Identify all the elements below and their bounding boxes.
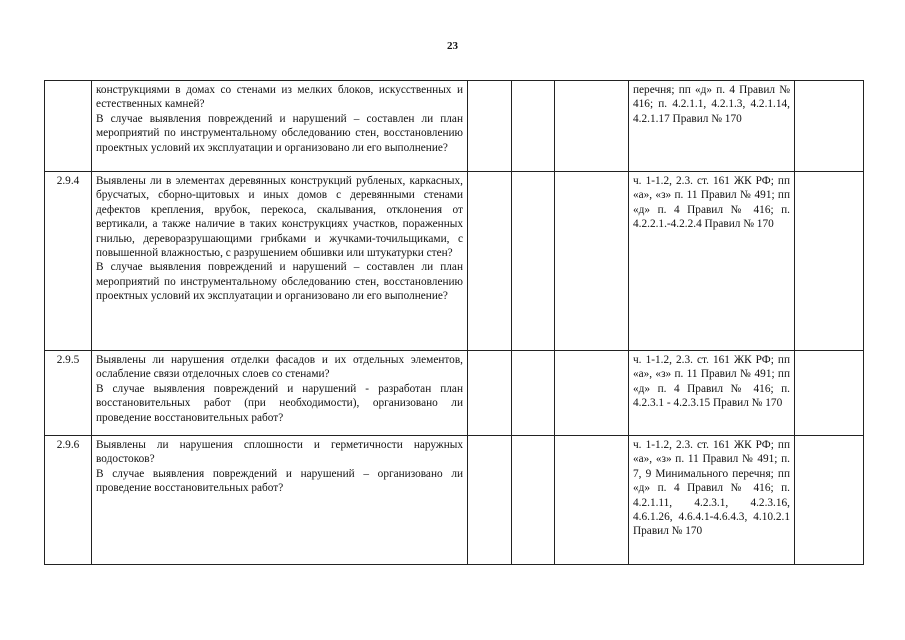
row-number: 2.9.5: [45, 351, 92, 436]
question-text: Выявлены ли в элементах деревянных конструкций рубленых, каркасных, брусчатых, сборно-щитовых и иных домов с деревянными стенами дефектов крепления, врубок, перекоса, скалывания, отклонения от вертикали, а также наличие в таких конструкциях участков, пораженных гнилью, дереворазрушающими грибками и жучками-точильщиками, с повышенной влажностью, с разрушением обшивки или штукатурки стен?: [96, 175, 463, 260]
answer-yes-cell: [468, 436, 512, 565]
table-row: [45, 172, 864, 351]
question-text: конструкциями в домах со стенами из мелких блоков, искусственных и естественных камней?: [96, 84, 463, 111]
question-text: В случае выявления повреждений и нарушений – составлен ли план мероприятий по инструментальному обследованию стен, восстановлению проектных условий их эксплуатации и организовано ли его выполнение?: [96, 112, 463, 154]
answer-no-cell: [512, 172, 555, 351]
reference-text: ч. 1-1.2, 2.3. ст. 161 ЖК РФ; пп «а», «з» п. 11 Правил № 491; п. 7, 9 Минимального перечня; пп «д» п. 4 Правил № 416; п. 4.2.1.11, 4.2.3.1, 4.2.3.16, 4.6.1.26, 4.6.4.1-4.6.4.3, 4.10.2.1 Правил № 170: [633, 439, 790, 538]
answer-no-cell: [512, 436, 555, 565]
table-row: [45, 436, 864, 565]
question-text: Выявлены ли нарушения сплошности и герметичности наружных водостоков?: [96, 439, 463, 466]
question-cell: [92, 351, 468, 436]
row-number: 2.9.6: [45, 436, 92, 565]
answer-yes-cell: [468, 172, 512, 351]
checklist-table: [44, 80, 864, 565]
question-text: Выявлены ли нарушения отделки фасадов и их отдельных элементов, ослабление связи отделочных слоев со стенами?: [96, 354, 463, 381]
table-row: [45, 351, 864, 436]
row-number: [45, 81, 92, 172]
reference-text: перечня; пп «д» п. 4 Правил № 416; п. 4.2.1.1, 4.2.1.3, 4.2.1.14, 4.2.1.17 Правил № 170: [633, 84, 790, 125]
answer-no-cell: [512, 351, 555, 436]
note-cell: [795, 351, 864, 436]
question-cell: [92, 436, 468, 565]
answer-yes-cell: [468, 351, 512, 436]
answer-no-cell: [512, 81, 555, 172]
reference-cell: [629, 351, 795, 436]
answer-na-cell: [555, 436, 629, 565]
reference-cell: [629, 436, 795, 565]
answer-na-cell: [555, 351, 629, 436]
reference-cell: [629, 81, 795, 172]
answer-yes-cell: [468, 81, 512, 172]
reference-cell: [629, 172, 795, 351]
reference-text: ч. 1-1.2, 2.3. ст. 161 ЖК РФ; пп «а», «з» п. 11 Правил № 491; пп «д» п. 4 Правил № 416; п. 4.2.3.1 - 4.2.3.15 Правил № 170: [633, 354, 790, 410]
note-cell: [795, 436, 864, 565]
question-text: В случае выявления повреждений и нарушений – организовано ли проведение восстановительных работ?: [96, 467, 463, 495]
question-cell: [92, 81, 468, 172]
note-cell: [795, 172, 864, 351]
reference-text: ч. 1-1.2, 2.3. ст. 161 ЖК РФ; пп «а», «з» п. 11 Правил № 491; пп «д» п. 4 Правил № 416; п. 4.2.2.1.-4.2.2.4 Правил № 170: [633, 175, 790, 231]
question-text: В случае выявления повреждений и нарушений – составлен ли план мероприятий по инструментальному обследованию стен, восстановлению проектных условий их эксплуатации и организовано ли его выполнение?: [96, 261, 463, 303]
question-cell: [92, 172, 468, 351]
page-number: 23: [447, 40, 458, 52]
question-text: В случае выявления повреждений и нарушений - разработан план восстановительных работ (при необходимости), организовано ли проведение восстановительных работ?: [96, 382, 463, 424]
table-row: [45, 81, 864, 172]
note-cell: [795, 81, 864, 172]
answer-na-cell: [555, 81, 629, 172]
answer-na-cell: [555, 172, 629, 351]
row-number: 2.9.4: [45, 172, 92, 351]
